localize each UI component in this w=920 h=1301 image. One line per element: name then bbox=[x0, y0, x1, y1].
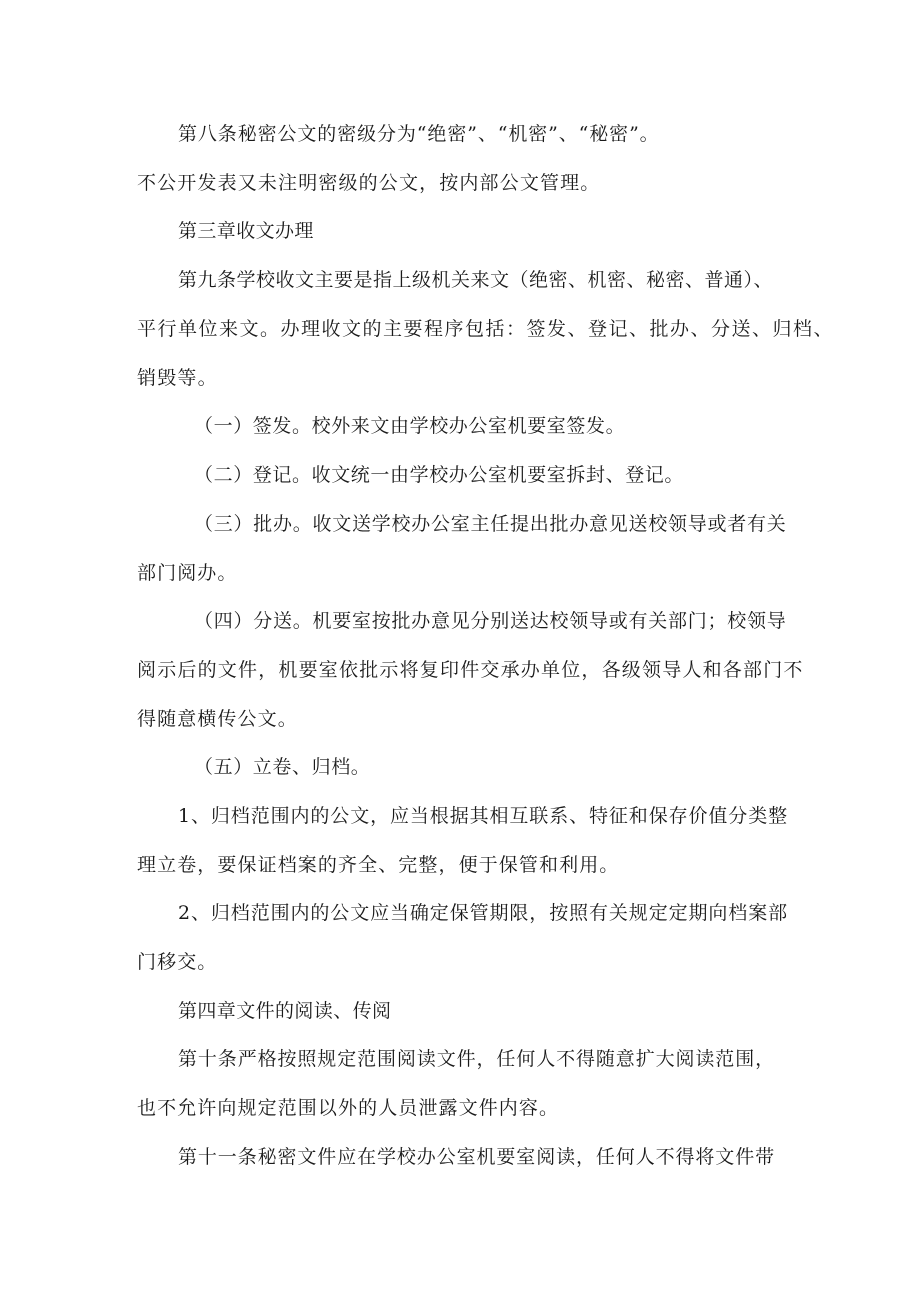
archive-rule-1-line-2: 理立卷，要保证档案的齐全、完整，便于保管和利用。 bbox=[137, 854, 620, 876]
article-8-line-2: 不公开发表又未注明密级的公文，按内部公文管理。 bbox=[137, 172, 601, 194]
item-4-line-1: （四）分送。机要室按批办意见分别送达校领导或有关部门；校领导 bbox=[194, 610, 787, 632]
article-9-line-1: 第九条学校收文主要是指上级机关来文（绝密、机密、秘密、普通）、 bbox=[178, 269, 774, 291]
item-5-heading: （五）立卷、归档。 bbox=[194, 756, 371, 778]
chapter-3-heading: 第三章收文办理 bbox=[178, 220, 314, 242]
article-10-line-1: 第十条严格按照规定范围阅读文件，任何人不得随意扩大阅读范围， bbox=[178, 1048, 776, 1070]
article-10-line-2: 也不允许向规定范围以外的人员泄露文件内容。 bbox=[137, 1097, 560, 1119]
article-11-line-1: 第十一条秘密文件应在学校办公室机要室阅读，任何人不得将文件带 bbox=[178, 1146, 776, 1168]
item-1-sign: （一）签发。校外来文由学校办公室机要室签发。 bbox=[194, 415, 626, 437]
archive-rule-2-line-2: 门移交。 bbox=[137, 951, 218, 973]
article-8-line-1: 第八条秘密公文的密级分为“绝密”、“机密”、“秘密”。 bbox=[178, 123, 660, 145]
item-3-line-1: （三）批办。收文送学校办公室主任提出批办意见送校领导或者有关 bbox=[194, 513, 787, 535]
item-4-line-2: 阅示后的文件，机要室依批示将复印件交承办单位，各级领导人和各部门不 bbox=[137, 659, 804, 681]
chapter-4-heading: 第四章文件的阅读、传阅 bbox=[178, 1000, 392, 1022]
item-3-line-2: 部门阅办。 bbox=[137, 562, 238, 584]
item-2-register: （二）登记。收文统一由学校办公室机要室拆封、登记。 bbox=[194, 464, 685, 486]
archive-rule-1-line-1: 1、归档范围内的公文，应当根据其相互联系、特征和保存价值分类整 bbox=[178, 805, 788, 827]
archive-rule-2-line-1: 2、归档范围内的公文应当确定保管期限，按照有关规定定期向档案部 bbox=[178, 902, 788, 924]
item-4-line-3: 得随意横传公文。 bbox=[137, 708, 298, 730]
article-9-line-3: 销毁等。 bbox=[137, 367, 218, 389]
article-9-line-2: 平行单位来文。办理收文的主要程序包括：签发、登记、批办、分送、归档、 bbox=[137, 318, 835, 340]
